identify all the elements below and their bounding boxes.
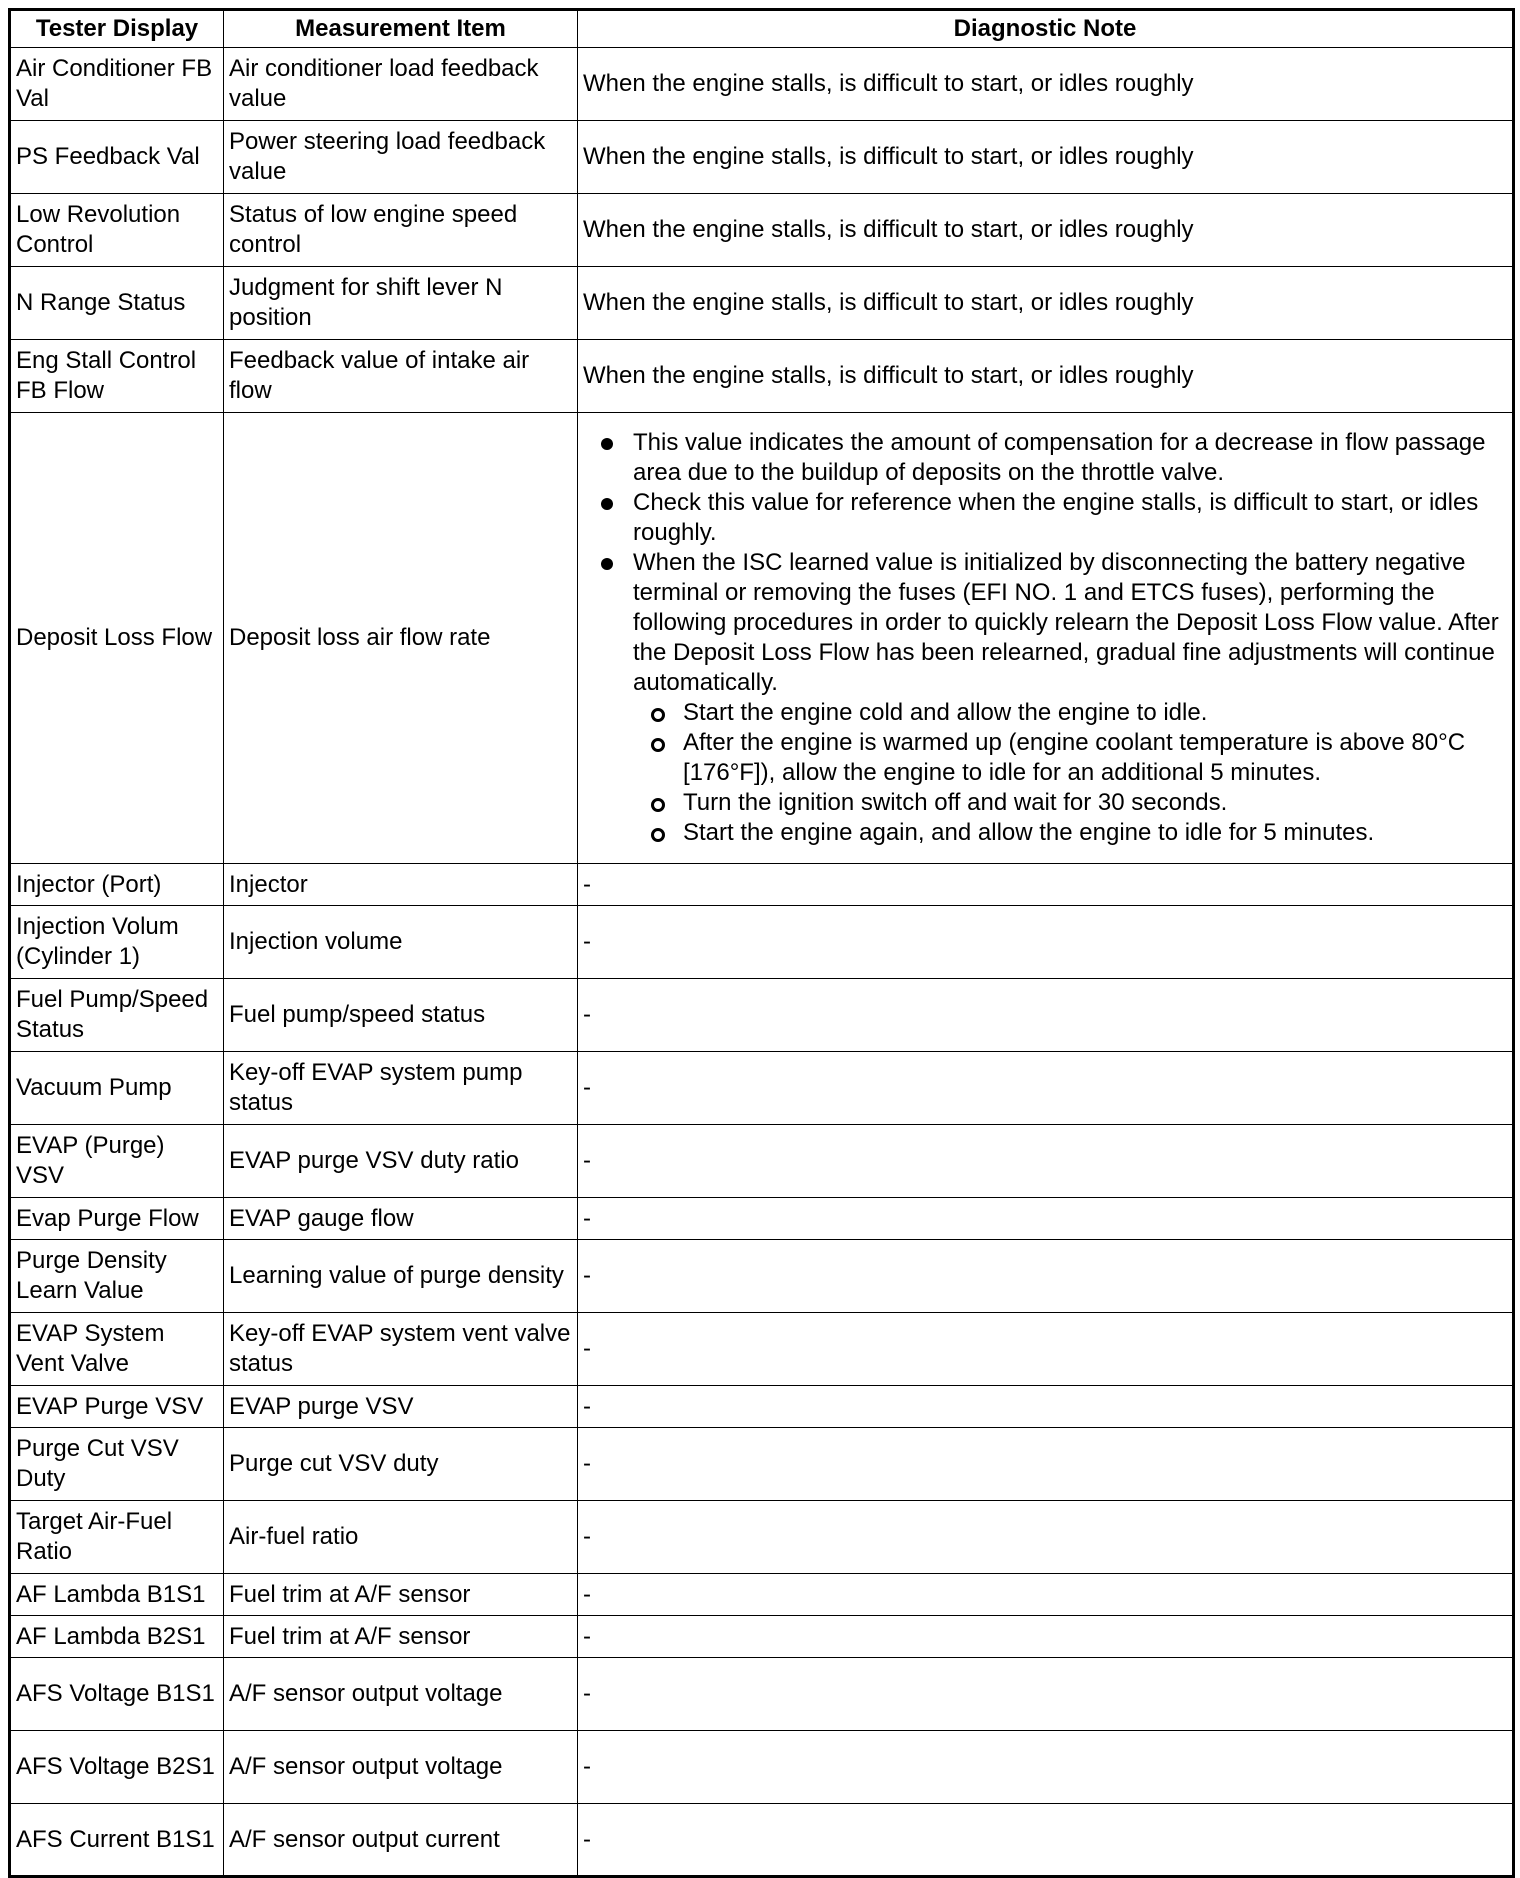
- header-measurement-item: Measurement Item: [224, 10, 578, 48]
- note-bullet: [599, 548, 1507, 848]
- measurement-item-cell: A/F sensor output voltage: [224, 1731, 578, 1804]
- table-row: [10, 48, 1514, 121]
- note-bullet: Check this value for reference when the engine stalls, is difficult to start, or idles roughly.: [599, 488, 1507, 548]
- table-row: [10, 1240, 1514, 1313]
- tester-display-cell: Purge Cut VSV Duty: [10, 1428, 224, 1501]
- tester-display-cell: AF Lambda B1S1: [10, 1574, 224, 1616]
- tester-display-cell: Low Revolution Control: [10, 194, 224, 267]
- diagnostic-note-cell: -: [578, 1804, 1514, 1877]
- measurement-item-cell: Judgment for shift lever N position: [224, 267, 578, 340]
- table-row: [10, 1804, 1514, 1877]
- measurement-item-cell: Fuel trim at A/F sensor: [224, 1574, 578, 1616]
- measurement-item-cell: Injector: [224, 864, 578, 906]
- procedure-step: Turn the ignition switch off and wait for 30 seconds.: [649, 788, 1507, 818]
- diagnostic-note-cell: When the engine stalls, is difficult to start, or idles roughly: [578, 194, 1514, 267]
- note-bullet-text: When the ISC learned value is initialized by disconnecting the battery negative terminal or removing the fuses (EFI NO. 1 and ETCS fuses), performing the following procedures in order to quickly relearn the Deposit Loss Flow value. After the Deposit Loss Flow has been relearned, gradual fine adjustments will continue automatically.: [633, 549, 1499, 696]
- diagnostic-note-cell: -: [578, 906, 1514, 979]
- table-row: [10, 1574, 1514, 1616]
- table-row: [10, 1198, 1514, 1240]
- tester-display-cell: Air Conditioner FB Val: [10, 48, 224, 121]
- diagnostic-note-cell: -: [578, 1731, 1514, 1804]
- tester-display-cell: AFS Voltage B2S1: [10, 1731, 224, 1804]
- table-row: [10, 979, 1514, 1052]
- measurement-item-cell: Purge cut VSV duty: [224, 1428, 578, 1501]
- tester-display-cell: Target Air-Fuel Ratio: [10, 1501, 224, 1574]
- diagnostic-note-cell: -: [578, 1658, 1514, 1731]
- diagnostic-note-cell: -: [578, 1616, 1514, 1658]
- tester-display-cell: N Range Status: [10, 267, 224, 340]
- note-bullet: This value indicates the amount of compensation for a decrease in flow passage area due to the buildup of deposits on the throttle valve.: [599, 428, 1507, 488]
- tester-display-cell: EVAP Purge VSV: [10, 1386, 224, 1428]
- table-row: [10, 1386, 1514, 1428]
- tester-display-cell: EVAP System Vent Valve: [10, 1313, 224, 1386]
- measurement-item-cell: Key-off EVAP system pump status: [224, 1052, 578, 1125]
- diagnostic-note-cell: -: [578, 1198, 1514, 1240]
- tester-display-cell: Fuel Pump/Speed Status: [10, 979, 224, 1052]
- diagnostic-note-cell: When the engine stalls, is difficult to start, or idles roughly: [578, 121, 1514, 194]
- tester-display-cell: PS Feedback Val: [10, 121, 224, 194]
- note-bullet-list: [583, 428, 1507, 848]
- table-row: [10, 413, 1514, 864]
- tester-display-cell: Injection Volum (Cylinder 1): [10, 906, 224, 979]
- table-row: [10, 267, 1514, 340]
- measurement-item-cell: Status of low engine speed control: [224, 194, 578, 267]
- header-tester-display: Tester Display: [10, 10, 224, 48]
- table-row: [10, 864, 1514, 906]
- diagnostic-note-cell: -: [578, 1125, 1514, 1198]
- procedure-step: Start the engine cold and allow the engine to idle.: [649, 698, 1507, 728]
- diagnostic-note-cell: -: [578, 1052, 1514, 1125]
- tester-display-cell: Deposit Loss Flow: [10, 413, 224, 864]
- diagnostic-note-cell: -: [578, 1313, 1514, 1386]
- measurement-item-cell: Fuel trim at A/F sensor: [224, 1616, 578, 1658]
- table-row: [10, 1428, 1514, 1501]
- measurement-item-cell: Air conditioner load feedback value: [224, 48, 578, 121]
- table-row: [10, 1616, 1514, 1658]
- measurement-item-cell: EVAP gauge flow: [224, 1198, 578, 1240]
- table-row: [10, 1125, 1514, 1198]
- table-row: [10, 1731, 1514, 1804]
- tester-display-cell: Evap Purge Flow: [10, 1198, 224, 1240]
- diagnostic-note-cell: -: [578, 1240, 1514, 1313]
- measurement-item-cell: Power steering load feedback value: [224, 121, 578, 194]
- procedure-step: After the engine is warmed up (engine coolant temperature is above 80°C [176°F]), allow the engine to idle for an additional 5 minutes.: [649, 728, 1507, 788]
- table-row: [10, 194, 1514, 267]
- measurement-item-cell: A/F sensor output current: [224, 1804, 578, 1877]
- tester-display-cell: Eng Stall Control FB Flow: [10, 340, 224, 413]
- measurement-item-cell: Air-fuel ratio: [224, 1501, 578, 1574]
- tester-display-cell: EVAP (Purge) VSV: [10, 1125, 224, 1198]
- table-row: [10, 1658, 1514, 1731]
- measurement-item-cell: Key-off EVAP system vent valve status: [224, 1313, 578, 1386]
- diagnostic-note-cell: [578, 413, 1514, 864]
- table-row: [10, 121, 1514, 194]
- table-header-row: [10, 10, 1514, 48]
- measurement-item-cell: Learning value of purge density: [224, 1240, 578, 1313]
- diagnostic-note-cell: -: [578, 1574, 1514, 1616]
- table-row: [10, 1313, 1514, 1386]
- measurement-item-cell: EVAP purge VSV duty ratio: [224, 1125, 578, 1198]
- diagnostic-note-cell: When the engine stalls, is difficult to start, or idles roughly: [578, 267, 1514, 340]
- measurement-item-cell: Injection volume: [224, 906, 578, 979]
- table-row: [10, 340, 1514, 413]
- tester-display-cell: AFS Current B1S1: [10, 1804, 224, 1877]
- tester-display-cell: Injector (Port): [10, 864, 224, 906]
- measurement-item-cell: A/F sensor output voltage: [224, 1658, 578, 1731]
- table-row: [10, 1501, 1514, 1574]
- measurement-item-cell: EVAP purge VSV: [224, 1386, 578, 1428]
- measurement-item-cell: Fuel pump/speed status: [224, 979, 578, 1052]
- diagnostic-note-cell: -: [578, 1386, 1514, 1428]
- measurement-item-cell: Deposit loss air flow rate: [224, 413, 578, 864]
- procedure-sub-list: [633, 698, 1507, 848]
- tester-display-cell: AF Lambda B2S1: [10, 1616, 224, 1658]
- procedure-step: Start the engine again, and allow the engine to idle for 5 minutes.: [649, 818, 1507, 848]
- table-row: [10, 1052, 1514, 1125]
- measurement-item-cell: Feedback value of intake air flow: [224, 340, 578, 413]
- diagnostic-note-cell: When the engine stalls, is difficult to start, or idles roughly: [578, 340, 1514, 413]
- tester-display-cell: Vacuum Pump: [10, 1052, 224, 1125]
- data-list-table: [8, 8, 1515, 1878]
- tester-display-cell: Purge Density Learn Value: [10, 1240, 224, 1313]
- header-diagnostic-note: Diagnostic Note: [578, 10, 1514, 48]
- diagnostic-note-cell: When the engine stalls, is difficult to start, or idles roughly: [578, 48, 1514, 121]
- table-row: [10, 906, 1514, 979]
- diagnostic-note-cell: -: [578, 979, 1514, 1052]
- diagnostic-note-cell: -: [578, 1501, 1514, 1574]
- diagnostic-note-cell: -: [578, 864, 1514, 906]
- tester-display-cell: AFS Voltage B1S1: [10, 1658, 224, 1731]
- diagnostic-note-cell: -: [578, 1428, 1514, 1501]
